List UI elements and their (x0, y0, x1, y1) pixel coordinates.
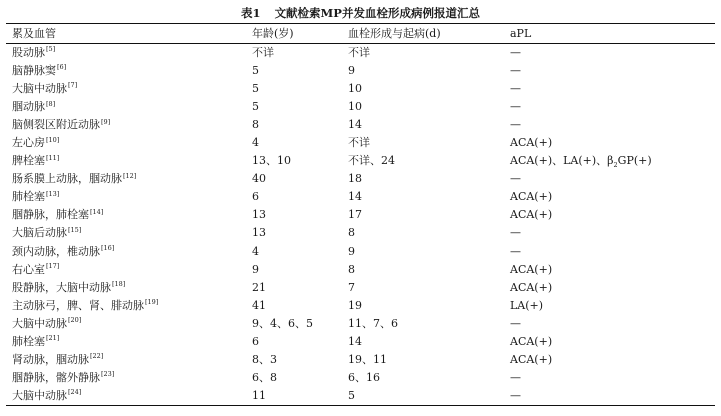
cell-vessel (6, 98, 246, 116)
cell-onset: 10 (348, 100, 362, 114)
cell-apl (504, 206, 715, 224)
vessel-text: 肾动脉，腘动脉 (12, 352, 89, 366)
cell-onset: 14 (348, 190, 362, 204)
case-report-table (6, 23, 715, 406)
reference-marker: [8] (46, 99, 56, 108)
table-row (6, 188, 715, 206)
vessel-text: 腘静脉，肺栓塞 (12, 208, 89, 222)
reference-marker: [6] (57, 63, 67, 72)
cell-vessel (6, 116, 246, 134)
table-row (6, 243, 715, 261)
cell-age: 不详 (252, 46, 274, 60)
cell-age: 21 (252, 280, 266, 294)
vessel-text: 颈内动脉，椎动脉 (12, 244, 100, 258)
cell-apl (504, 80, 715, 98)
cell-onset: 不详 (348, 136, 370, 150)
cell-age: 13 (252, 226, 266, 240)
vessel-text: 脑静脉窦 (12, 64, 56, 78)
cell-age: 6 (252, 190, 259, 204)
cell-vessel (6, 188, 246, 206)
apl-text: — (510, 100, 521, 114)
vessel-text: 肺栓塞 (12, 334, 45, 348)
apl-text: — (510, 244, 521, 258)
reference-marker: [16] (101, 243, 115, 252)
cell-age: 4 (252, 244, 259, 258)
reference-marker: [20] (68, 316, 82, 325)
reference-marker: [17] (46, 261, 60, 270)
cell-vessel (6, 387, 246, 406)
reference-marker: [21] (46, 334, 60, 343)
vessel-text: 主动脉弓，脾、肾、腓动脉 (12, 298, 144, 312)
cell-age: 40 (252, 172, 266, 186)
cell-onset: 10 (348, 82, 362, 96)
table-caption (6, 5, 715, 21)
table-row (6, 369, 715, 387)
cell-apl (504, 333, 715, 351)
cell-vessel (6, 170, 246, 188)
cell-vessel (6, 224, 246, 242)
cell-vessel (6, 80, 246, 98)
table-row (6, 387, 715, 406)
cell-onset: 8 (348, 226, 355, 240)
table-row (6, 170, 715, 188)
table-row (6, 279, 715, 297)
vessel-text: 左心房 (12, 136, 45, 150)
apl-text: — (510, 370, 521, 384)
cell-onset: 不详 (348, 46, 370, 60)
cell-onset: 9 (348, 244, 355, 258)
cell-onset: 11、7、6 (348, 316, 398, 330)
cell-vessel (6, 369, 246, 387)
table-row (6, 116, 715, 134)
cell-vessel (6, 333, 246, 351)
table-row (6, 261, 715, 279)
vessel-text: 右心室 (12, 262, 45, 276)
table-row (6, 224, 715, 242)
cell-onset: 19 (348, 298, 362, 312)
cell-vessel (6, 152, 246, 170)
cell-onset: 6、16 (348, 370, 380, 384)
vessel-text: 大脑中动脉 (12, 82, 67, 96)
cell-apl (504, 134, 715, 152)
reference-marker: [23] (101, 370, 115, 379)
cell-apl (504, 315, 715, 333)
cell-age: 41 (252, 298, 266, 312)
table-header-row (6, 24, 715, 44)
cell-apl (504, 170, 715, 188)
table-title: 文献检索MP并发血栓形成病例报道汇总 (274, 6, 480, 20)
table-row (6, 315, 715, 333)
cell-age: 9 (252, 262, 259, 276)
cell-age: 11 (252, 388, 266, 402)
cell-age: 13、10 (252, 154, 291, 168)
table-row (6, 98, 715, 116)
reference-marker: [18] (112, 279, 126, 288)
cell-onset: 5 (348, 388, 355, 402)
apl-text: ACA(+) (510, 262, 553, 276)
reference-marker: [15] (68, 225, 82, 234)
apl-text: ACA(+) (510, 334, 553, 348)
cell-onset: 14 (348, 118, 362, 132)
apl-subscript: 2 (613, 161, 618, 170)
reference-marker: [19] (145, 298, 159, 307)
cell-vessel (6, 297, 246, 315)
header-apl: aPL (510, 26, 532, 40)
header-age: 年龄(岁) (252, 26, 294, 40)
cell-onset: 14 (348, 334, 362, 348)
reference-marker: [9] (101, 117, 111, 126)
reference-marker: [11] (46, 153, 60, 162)
apl-text: ACA(+) (510, 190, 553, 204)
cell-vessel (6, 62, 246, 80)
reference-marker: [7] (68, 81, 78, 90)
reference-marker: [24] (68, 388, 82, 397)
table-row (6, 152, 715, 170)
cell-apl (504, 261, 715, 279)
cell-onset: 不详、24 (348, 154, 395, 168)
apl-text: — (510, 316, 521, 330)
cell-apl (504, 297, 715, 315)
cell-age: 13 (252, 208, 266, 222)
cell-age: 6、8 (252, 370, 277, 384)
apl-text-tail: GP(+) (617, 154, 652, 168)
vessel-text: 大脑中动脉 (12, 316, 67, 330)
table-body (6, 44, 715, 406)
cell-age: 5 (252, 64, 259, 78)
apl-text: — (510, 172, 521, 186)
apl-text: — (510, 388, 521, 402)
reference-marker: [12] (123, 171, 137, 180)
cell-apl (504, 188, 715, 206)
cell-vessel (6, 261, 246, 279)
cell-vessel (6, 206, 246, 224)
cell-onset: 17 (348, 208, 362, 222)
cell-vessel (6, 44, 246, 63)
cell-age: 5 (252, 100, 259, 114)
cell-age: 8、3 (252, 352, 277, 366)
cell-apl (504, 369, 715, 387)
header-onset: 血栓形成与起病(d) (348, 26, 441, 40)
apl-text: — (510, 226, 521, 240)
cell-age: 4 (252, 136, 259, 150)
apl-text: ACA(+)、LA(+)、β (510, 154, 614, 168)
cell-age: 9、4、6、5 (252, 316, 313, 330)
cell-apl (504, 243, 715, 261)
cell-apl (504, 116, 715, 134)
cell-vessel (6, 279, 246, 297)
vessel-text: 腘静脉，髂外静脉 (12, 370, 100, 384)
cell-apl (504, 44, 715, 63)
table-number: 表1 (241, 6, 261, 20)
vessel-text: 大脑中动脉 (12, 388, 67, 402)
vessel-text: 腘动脉 (12, 100, 45, 114)
vessel-text: 肺栓塞 (12, 190, 45, 204)
table-row (6, 351, 715, 369)
apl-text: — (510, 118, 521, 132)
cell-apl (504, 224, 715, 242)
cell-onset: 8 (348, 262, 355, 276)
apl-text: ACA(+) (510, 208, 553, 222)
cell-onset: 7 (348, 280, 355, 294)
cell-onset: 9 (348, 64, 355, 78)
reference-marker: [5] (46, 45, 56, 54)
cell-apl (504, 351, 715, 369)
table-row (6, 297, 715, 315)
table-row (6, 206, 715, 224)
cell-age: 6 (252, 334, 259, 348)
table-row (6, 62, 715, 80)
apl-text: ACA(+) (510, 136, 553, 150)
cell-apl (504, 62, 715, 80)
apl-text: — (510, 64, 521, 78)
cell-apl (504, 152, 715, 170)
vessel-text: 大脑后动脉 (12, 226, 67, 240)
apl-text: ACA(+) (510, 352, 553, 366)
cell-apl (504, 279, 715, 297)
cell-age: 5 (252, 82, 259, 96)
apl-text: — (510, 46, 521, 60)
vessel-text: 脾栓塞 (12, 154, 45, 168)
vessel-text: 脑侧裂区附近动脉 (12, 118, 100, 132)
reference-marker: [13] (46, 189, 60, 198)
table-row (6, 333, 715, 351)
cell-vessel (6, 134, 246, 152)
table-row (6, 80, 715, 98)
cell-apl (504, 387, 715, 406)
apl-text: LA(+) (510, 298, 544, 312)
table-row (6, 134, 715, 152)
header-vessel: 累及血管 (12, 26, 56, 40)
vessel-text: 肠系膜上动脉，腘动脉 (12, 172, 122, 186)
apl-text: — (510, 82, 521, 96)
cell-vessel (6, 351, 246, 369)
vessel-text: 股静脉，大脑中动脉 (12, 280, 111, 294)
cell-onset: 18 (348, 172, 362, 186)
table-row (6, 44, 715, 63)
cell-vessel (6, 243, 246, 261)
cell-age: 8 (252, 118, 259, 132)
apl-text: ACA(+) (510, 280, 553, 294)
cell-apl (504, 98, 715, 116)
reference-marker: [14] (90, 207, 104, 216)
reference-marker: [10] (46, 135, 60, 144)
reference-marker: [22] (90, 352, 104, 361)
vessel-text: 股动脉 (12, 46, 45, 60)
cell-vessel (6, 315, 246, 333)
cell-onset: 19、11 (348, 352, 387, 366)
